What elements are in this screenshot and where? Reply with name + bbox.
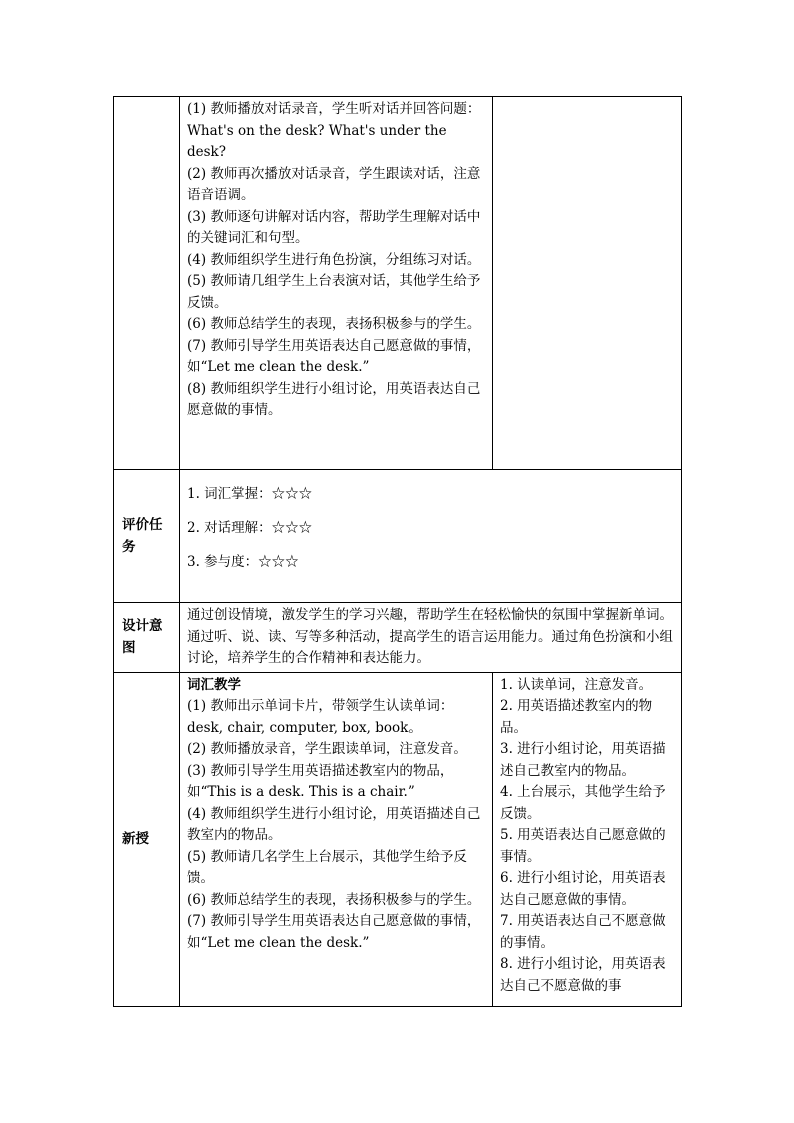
student-activity: 8. 进行小组讨论，用英语表达自己不愿意做的事 (500, 956, 666, 994)
evaluation-item: 2. 对话理解：☆☆☆ (187, 520, 313, 536)
student-activity: 2. 用英语描述教室内的物品。 (500, 698, 653, 736)
design-text: 通过创设情境，激发学生的学习兴趣，帮助学生在轻松愉快的氛围中掌握新单词。通过听、说、读、写等多种活动，提高学生的语言运用能力。通过角色扮演和小组讨论，培养学生的合作精神和表达能力。 (187, 607, 673, 666)
student-activity: 3. 进行小组讨论，用英语描述自己教室内的物品。 (500, 741, 666, 779)
student-activity: 7. 用英语表达自己不愿意做的事情。 (500, 913, 666, 951)
vocabulary-step-list (187, 696, 486, 954)
new-lesson-steps (180, 673, 492, 957)
evaluation-row (114, 470, 682, 603)
student-activity: 6. 进行小组讨论，用英语表达自己愿意做的事情。 (500, 870, 666, 908)
dialogue-step: (1) 教师播放对话录音，学生听对话并回答问题：What's on the desk? What's under the desk? (187, 101, 481, 160)
dialogue-step: (5) 教师请几组学生上台表演对话，其他学生给予反馈。 (187, 273, 481, 311)
student-activity-list (493, 673, 681, 1000)
evaluation-items (180, 482, 681, 582)
dialogue-step: (2) 教师再次播放对话录音，学生跟读对话，注意语音语调。 (187, 165, 481, 203)
vocabulary-step: (3) 教师引导学生用英语描述教室内的物品，如“This is a desk. This is a chair.” (187, 762, 454, 800)
dialogue-row (114, 97, 682, 470)
design-row (114, 603, 682, 673)
new-lesson-row (114, 672, 682, 1006)
student-activity: 1. 认读单词，注意发音。 (500, 676, 653, 693)
student-activity: 4. 上台展示，其他学生给予反馈。 (500, 784, 666, 822)
dialogue-row-label (114, 97, 180, 470)
dialogue-steps-cell (180, 97, 493, 470)
lesson-plan-page (113, 96, 681, 1007)
dialogue-steps (180, 97, 492, 424)
vocabulary-step: (1) 教师出示单词卡片，带领学生认读单词：desk, chair, computer, box, book。 (187, 698, 454, 736)
vocabulary-step: (5) 教师请几名学生上台展示，其他学生给予反馈。 (187, 848, 467, 886)
evaluation-cell (180, 470, 682, 603)
vocabulary-step: (2) 教师播放录音，学生跟读单词，注意发音。 (187, 741, 467, 757)
dialogue-step: (8) 教师组织学生进行小组讨论，用英语表达自己愿意做的事情。 (187, 380, 481, 418)
dialogue-right-cell (493, 97, 682, 470)
new-lesson-label: 新授 (114, 672, 180, 1006)
vocabulary-heading: 词汇教学 (187, 676, 241, 693)
lesson-plan-table (113, 96, 682, 1007)
design-label: 设计意图 (114, 603, 180, 673)
design-cell (180, 603, 682, 673)
evaluation-label: 评价任务 (114, 470, 180, 603)
student-activity: 5. 用英语表达自己愿意做的事情。 (500, 827, 666, 865)
dialogue-step: (7) 教师引导学生用英语表达自己愿意做的事情，如“Let me clean the desk.” (187, 337, 481, 375)
evaluation-item: 3. 参与度：☆☆☆ (187, 554, 299, 570)
dialogue-step: (3) 教师逐句讲解对话内容，帮助学生理解对话中的关键词汇和句型。 (187, 208, 481, 246)
dialogue-step: (6) 教师总结学生的表现，表扬积极参与的学生。 (187, 316, 481, 332)
vocabulary-step: (4) 教师组织学生进行小组讨论，用英语描述自己教室内的物品。 (187, 805, 481, 843)
evaluation-item: 1. 词汇掌握：☆☆☆ (187, 486, 313, 502)
dialogue-step: (4) 教师组织学生进行角色扮演，分组练习对话。 (187, 251, 481, 268)
student-activities-cell (493, 672, 682, 1006)
new-lesson-steps-cell (180, 672, 493, 1006)
vocabulary-step: (7) 教师引导学生用英语表达自己愿意做的事情，如“Let me clean the desk.” (187, 913, 481, 951)
vocabulary-step: (6) 教师总结学生的表现，表扬积极参与的学生。 (187, 891, 481, 908)
